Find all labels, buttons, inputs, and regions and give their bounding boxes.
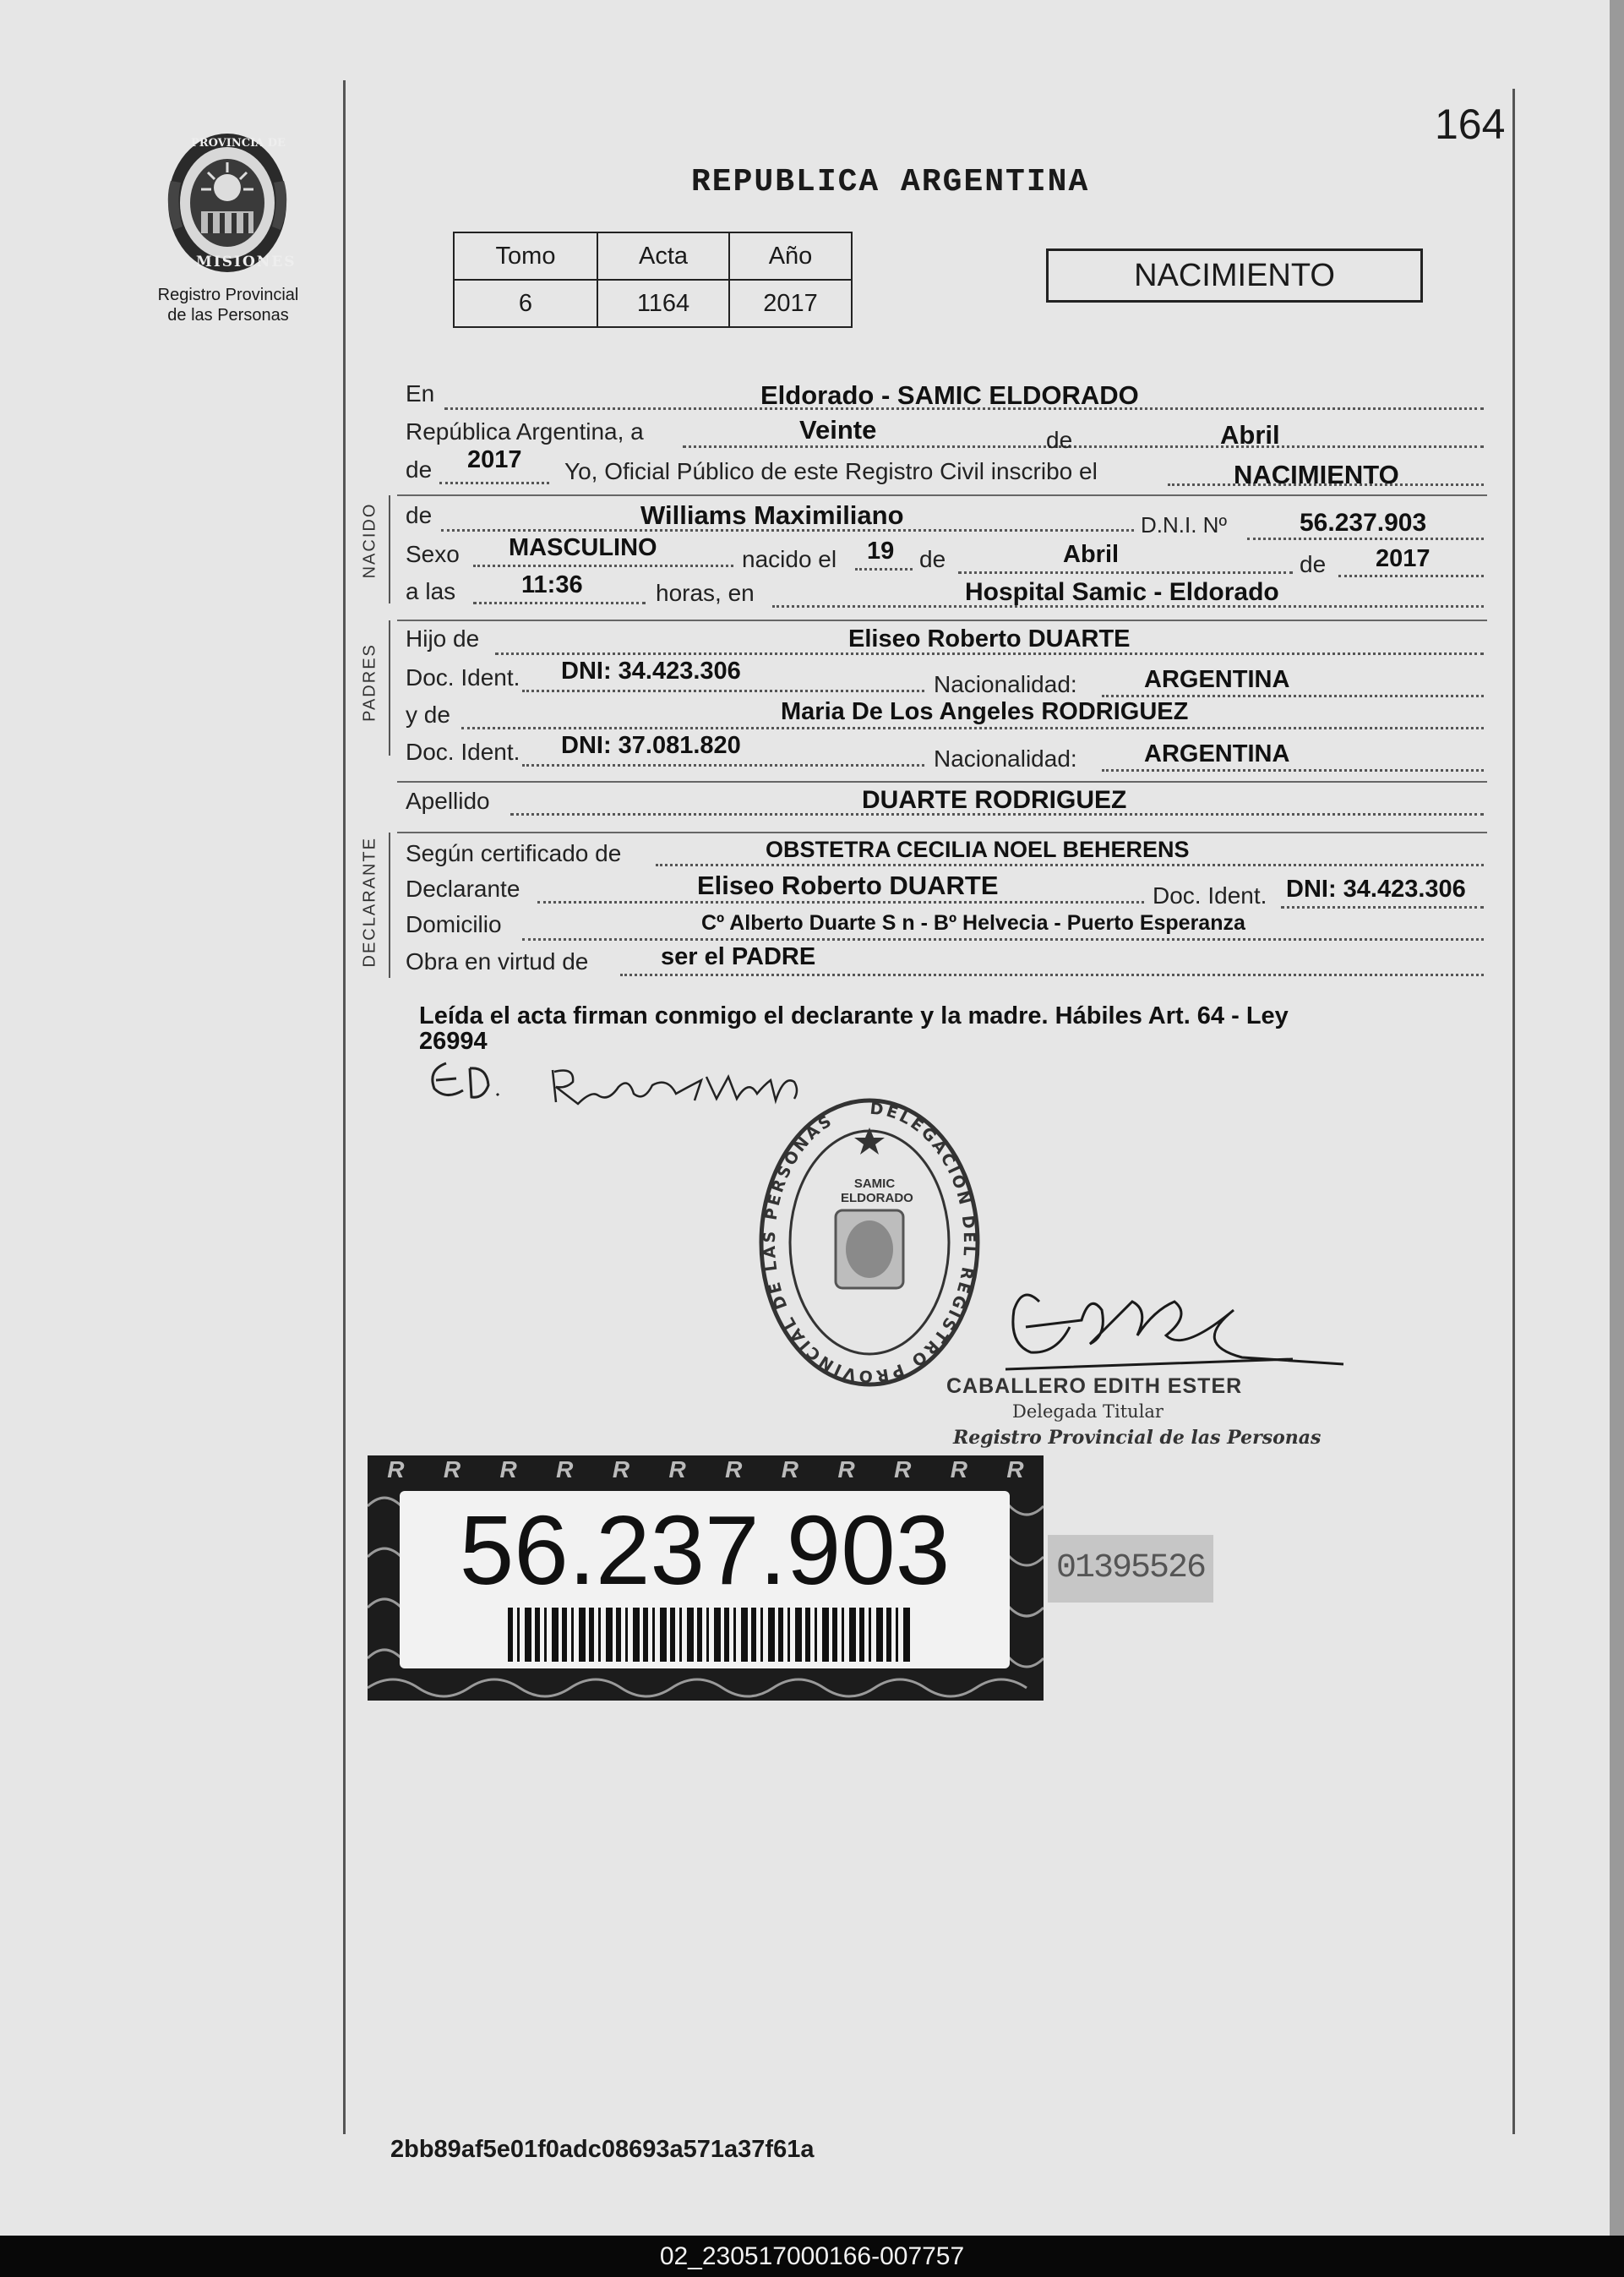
label-de-fecha: de [1046,427,1073,453]
dots-dia [855,568,913,571]
label-en: En [406,380,435,407]
label-doc-padre: Doc. Ident. [406,664,520,691]
label-nac-padre: Nacionalidad: [934,671,1077,697]
nacido-hora: 11:36 [521,571,583,598]
sticker-pattern-letter: R [894,1456,912,1483]
side-label-declarante: DECLARANTE [360,837,379,968]
declarante-domicilio: Cº Alberto Duarte S n - Bº Helvecia - Puerto Esperanza [701,911,1245,935]
dots-fecha [683,445,1484,448]
padre-nombre: Eliseo Roberto DUARTE [848,625,1131,653]
nacido-dni: 56.237.903 [1300,509,1427,537]
record-table [453,232,853,328]
page-edge [1610,0,1624,2236]
label-de-anio: de [406,456,433,483]
record-acta: 1164 [597,280,729,327]
sticker-pattern-letter: R [781,1456,799,1483]
official-stamp [756,1095,983,1390]
label-sexo: Sexo [406,541,460,567]
record-type-box: NACIMIENTO [1046,248,1423,303]
declarante-obra: ser el PADRE [661,943,816,970]
separator-2 [397,620,1487,621]
nacido-dia: 19 [867,538,895,565]
record-header-anio: Año [729,232,852,280]
sticker-pattern-letter: R [556,1456,574,1483]
signature-official [989,1276,1352,1386]
side-label-nacido: NACIDO [360,502,379,579]
record-header-acta: Acta [597,232,729,280]
dots-doc-madre [522,764,924,767]
stamp-inner-text: SAMIC ELDORADO [841,1177,913,1205]
madre-nacionalidad: ARGENTINA [1144,740,1290,767]
sticker-pattern-letter: R [668,1456,686,1483]
dots-anio-nac [1338,575,1484,577]
fecha-dia: Veinte [799,415,877,445]
label-a-las: a las [406,578,456,604]
label-doc-declarante: Doc. Ident. [1153,882,1267,909]
dots-obra [620,974,1484,976]
dots-doc-declarante [1281,906,1484,909]
sticker-number: 56.237.903 [459,1495,951,1605]
nacido-anio: 2017 [1376,545,1431,572]
right-margin-line [1512,89,1515,2134]
separator-3 [397,781,1487,783]
apellido-value: DUARTE RODRIGUEZ [862,786,1127,814]
side-label-padres: PADRES [360,643,379,722]
inscripcion-text: Yo, Oficial Público de este Registro Civil inscribo el [564,458,1098,484]
document-hash: 2bb89af5e01f0adc08693a571a37f61a [390,2136,815,2163]
label-doc-madre: Doc. Ident. [406,739,520,765]
logo-ring-top: PROVINCIA DE [191,137,286,150]
bracket-declarante [389,833,390,978]
label-obra: Obra en virtud de [406,948,589,975]
official-org: Registro Provincial de las Personas [953,1427,1322,1449]
dots-doc-padre [522,690,924,692]
sticker-white-panel [400,1491,1010,1668]
record-header-tomo: Tomo [454,232,597,280]
label-republica: República Argentina, a [406,418,644,445]
label-de-anio-nac: de [1300,551,1327,577]
sticker-pattern-letter: R [499,1456,517,1483]
official-name: CABALLERO EDITH ESTER [946,1374,1243,1398]
closing-text-2: 26994 [419,1028,488,1055]
label-horas-en: horas, en [656,580,755,606]
declarante-nombre: Eliseo Roberto DUARTE [697,871,999,900]
dots-domicilio [522,938,1484,941]
label-nacido-el: nacido el [742,546,837,572]
nacido-nombre: Williams Maximiliano [640,500,904,530]
label-de-nombre: de [406,502,433,528]
sticker-pattern-letter: R [725,1456,743,1483]
dots-cert [656,864,1484,866]
closing-text-1: Leída el acta firman conmigo el declarante y la madre. Hábiles Art. 64 - Ley [419,1002,1289,1029]
dots-declarante [537,901,1144,904]
sticker-pattern-letter: R [1006,1456,1024,1483]
sticker-pattern-letter: R [387,1456,405,1483]
official-title: Delegada Titular [1012,1401,1164,1422]
dots-dni [1247,538,1484,540]
padre-nacionalidad: ARGENTINA [1144,666,1290,693]
label-domicilio: Domicilio [406,911,502,937]
inscripcion-anio: 2017 [467,446,522,473]
sticker-pattern-letter: R [950,1456,967,1483]
dots-anio [439,482,549,484]
declarante-cert: OBSTETRA CECILIA NOEL BEHERENS [766,837,1190,862]
province-logo [159,128,296,277]
dni-sticker [368,1455,1044,1701]
label-apellido: Apellido [406,788,490,814]
inscripcion-tipo: NACIMIENTO [1234,460,1399,489]
declarante-doc: DNI: 34.423.306 [1286,876,1466,903]
dots-hora [473,602,646,604]
sticker-barcode [508,1608,913,1662]
dots-nac-madre [1102,769,1484,772]
label-declarante: Declarante [406,876,520,902]
sticker-pattern-letter: R [612,1456,630,1483]
label-dni: D.N.I. Nº [1141,512,1227,538]
left-margin-line [343,80,346,2134]
page-number: 164 [1435,101,1506,148]
document-title: REPUBLICA ARGENTINA [691,164,1090,200]
logo-caption-1: Registro Provincial [157,286,299,304]
sticker-pattern-letter: R [837,1456,855,1483]
separator-4 [397,832,1487,833]
scan-footer: 02_230517000166-007757 [0,2236,1624,2277]
sticker-pattern-letter: R [443,1456,461,1483]
separator-1 [397,494,1487,496]
sticker-serial: 01395526 [1048,1535,1213,1603]
logo-caption-2: de las Personas [167,306,289,325]
nacido-lugar: Hospital Samic - Eldorado [965,578,1279,606]
nacido-sexo: MASCULINO [509,534,657,561]
madre-doc: DNI: 37.081.820 [561,732,741,759]
label-hijo-de: Hijo de [406,625,480,652]
madre-nombre: Maria De Los Angeles RODRIGUEZ [781,698,1189,725]
svg-text:DELEGACION DEL REGISTRO PROVIN: DELEGACION DEL REGISTRO PROVINCIAL DE LAS PERSONAS [760,1099,979,1386]
sticker-pattern-row [368,1455,1044,1484]
label-nac-madre: Nacionalidad: [934,745,1077,772]
dots-mes [958,571,1293,574]
label-segun-cert: Según certificado de [406,840,622,866]
lugar-value: Eldorado - SAMIC ELDORADO [760,380,1139,410]
nacido-mes: Abril [1063,541,1120,568]
bracket-padres [389,620,390,756]
label-de-mes: de [919,546,946,572]
dots-nac-padre [1102,695,1484,697]
record-tomo: 6 [454,280,597,327]
signature-declarante [422,1051,811,1119]
logo-ring-bottom: MISIONES [196,254,297,270]
padre-doc: DNI: 34.423.306 [561,658,741,685]
record-anio: 2017 [729,280,852,327]
dots-madre [461,727,1484,729]
fecha-mes: Abril [1220,420,1280,450]
label-y-de: y de [406,702,450,728]
bracket-nacido [389,495,390,603]
dots-sexo [473,565,733,567]
